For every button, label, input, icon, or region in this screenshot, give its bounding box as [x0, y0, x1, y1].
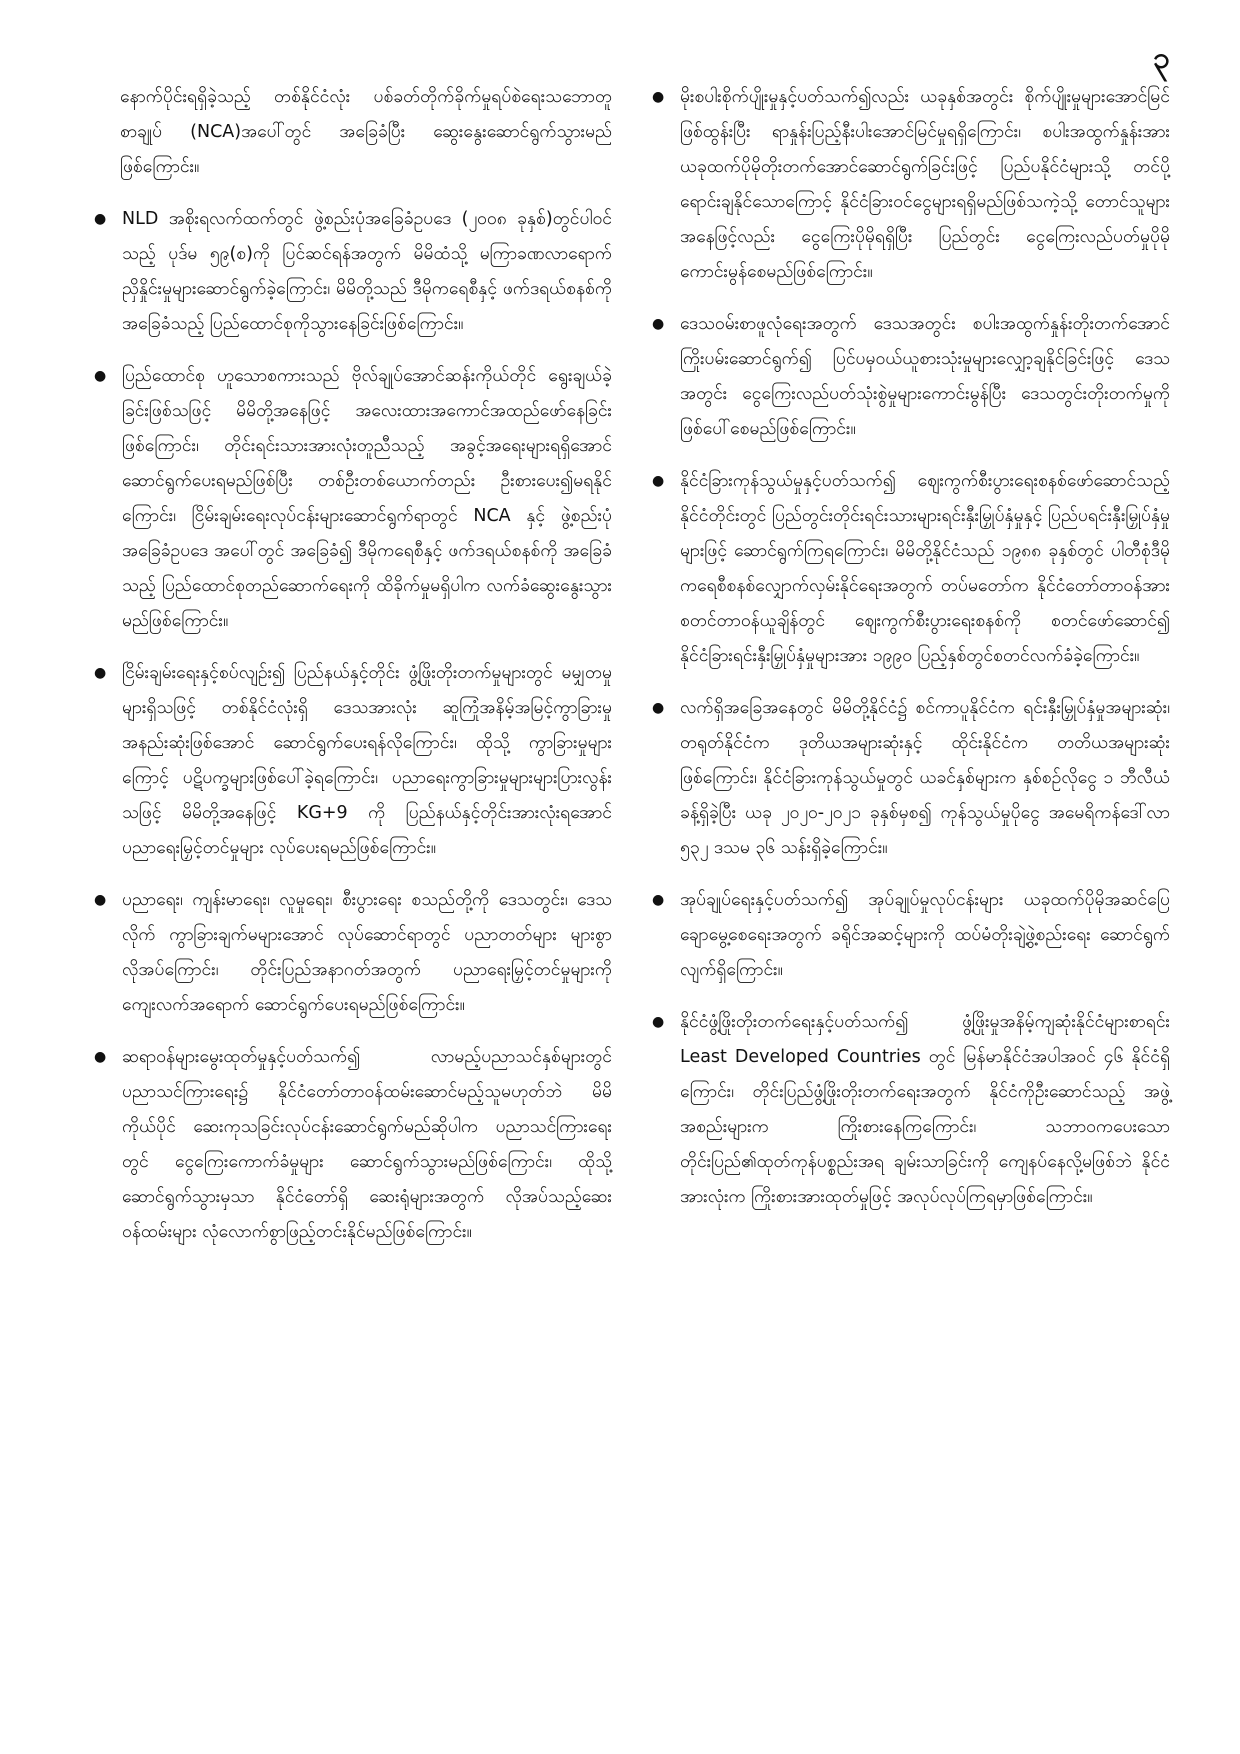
bullet-icon: ●	[652, 316, 665, 332]
left-column	[92, 80, 612, 1720]
bullet-item	[92, 359, 612, 639]
bullet-text: ဆရာဝန်များမွေးထုတ်မှုနှင့်ပတ်သက်၍ လာမည့်ပညာသင်နှစ်များတွင် ပညာသင်ကြားရေး၌ နိုင်ငံတော်တာဝန်ထမ်းဆောင်မည့်သူမဟုတ်ဘဲ မိမိကိုယ်ပိုင် ဆေးကုသခြင်းလုပ်ငန်းဆောင်ရွက်မည်ဆိုပါက ပညာသင်ကြားရေးတွင် ငွေကြေးကောက်ခံမှုများ ဆောင်ရွက်သွားမည်ဖြစ်ကြောင်း၊ ထိုသို့ဆောင်ရွက်သွားမှသာ နိုင်ငံတော်ရှိ ဆေးရုံများအတွက် လိုအပ်သည့်ဆေးဝန်ထမ်းများ လုံလောက်စွာဖြည့်တင်းနိုင်မည်ဖြစ်ကြောင်း။	[122, 1047, 612, 1242]
bullet-item	[92, 202, 612, 342]
bullet-icon: ●	[652, 892, 665, 908]
page-number: ၃	[1153, 41, 1170, 76]
bullet-item	[650, 883, 1170, 988]
bullet-text: ဒေသဝမ်းစာဖူလုံရေးအတွက် ဒေသအတွင်း စပါးအထွက်နှုန်းတိုးတက်အောင် ကြိုးပမ်းဆောင်ရွက်၍ ပြင်ပမှဝယ်ယူစားသုံးမှုများလျှော့ချနိုင်ခြင်းဖြင့် ဒေသအတွင်း ငွေကြေးလည်ပတ်သုံးစွဲမှုများကောင်းမွန်ပြီး ဒေသတွင်းတိုးတက်မှုကို ဖြစ်ပေါ်စေမည်ဖြစ်ကြောင်း။	[680, 314, 1170, 439]
bullet-icon: ●	[94, 368, 107, 384]
bullet-icon: ●	[94, 1049, 107, 1065]
bullet-text: NLD အစိုးရလက်ထက်တွင် ဖွဲ့စည်းပုံအခြေခံဥပဒေ (၂၀၀၈ ခုနှစ်)တွင်ပါဝင်သည့် ပုဒ်မ ၅၉(စ)ကို ပြင်ဆင်ရန်အတွက် မိမိထံသို့ မကြာခဏလာရောက်ညှိနှိုင်းမှုများဆောင်ရွက်ခဲ့ကြောင်း၊ မိမိတို့သည် ဒီမိုကရေစီနှင့် ဖက်ဒရယ်စနစ်ကို အခြေခံသည့် ပြည်ထောင်စုကိုသွားနေခြင်းဖြစ်ကြောင်း။	[122, 209, 612, 334]
continued-paragraph: နောက်ပိုင်းရရှိခဲ့သည့် တစ်နိုင်ငံလုံး ပစ်ခတ်တိုက်ခိုက်မှုရပ်စဲရေးသဘောတူစာချုပ် (NCA)အပေါ်တွင် အခြေခံပြီး ဆွေးနွေးဆောင်ရွက်သွားမည်ဖြစ်ကြောင်း။	[120, 87, 612, 177]
bullet-item	[92, 656, 612, 866]
bullet-item	[650, 691, 1170, 866]
bullet-icon: ●	[652, 89, 665, 105]
bullet-item	[650, 464, 1170, 674]
two-column-body	[92, 80, 1170, 1720]
bullet-text: အုပ်ချုပ်ရေးနှင့်ပတ်သက်၍ အုပ်ချုပ်မှုလုပ်ငန်းများ ယခုထက်ပိုမိုအဆင်ပြေချောမွေ့စေရေးအတွက် ခရိုင်အဆင့်များကို ထပ်မံတိုးချဲ့ဖွဲ့စည်းရေး ဆောင်ရွက်လျက်ရှိကြောင်း။	[680, 890, 1170, 980]
bullet-text: ငြိမ်းချမ်းရေးနှင့်စပ်လျဉ်း၍ ပြည်နယ်နှင့်တိုင်း ဖွံ့ဖြိုးတိုးတက်မှုများတွင် မမျှတမှုများရှိသဖြင့် တစ်နိုင်ငံလုံးရှိ ဒေသအားလုံး ဆူကြုံအနိမ့်အမြင့်ကွာခြားမှုအနည်းဆုံးဖြစ်အောင် ဆောင်ရွက်ပေးရန်လိုကြောင်း၊ ထိုသို့ ကွာခြားမှုများကြောင့် ပဋိပက္ခများဖြစ်ပေါ်ခဲ့ရကြောင်း၊ ပညာရေးကွာခြားမှုများများပြားလွန်းသဖြင့် မိမိတို့အနေဖြင့် KG+9 ကို ပြည်နယ်နှင့်တိုင်းအားလုံးရအောင် ပညာရေးမြှင့်တင်မှုများ လုပ်ပေးရမည်ဖြစ်ကြောင်း။	[122, 663, 612, 858]
bullet-text: လက်ရှိအခြေအနေတွင် မိမိတို့နိုင်ငံ၌ စင်ကာပူနိုင်ငံက ရင်းနှီးမြှုပ်နှံမှုအများဆုံး၊ တရုတ်နိုင်ငံက ဒုတိယအများဆုံးနှင့် ထိုင်းနိုင်ငံက တတိယအများဆုံးဖြစ်ကြောင်း၊ နိုင်ငံခြားကုန်သွယ်မှုတွင် ယခင်နှစ်များက နှစ်စဉ်လိုငွေ ၁ ဘီလီယံခန့်ရှိခဲ့ပြီး ယခု ၂၀၂၀-၂၀၂၁ ခုနှစ်မှစ၍ ကုန်သွယ်မှုပိုငွေ အမေရိကန်ဒေါ်လာ ၅၃၂ ဒသမ ၃၆ သန်းရှိခဲ့ကြောင်း။	[680, 698, 1170, 858]
bullet-text: နိုင်ငံဖွံ့ဖြိုးတိုးတက်ရေးနှင့်ပတ်သက်၍ ဖွံ့ဖြိုးမှုအနိမ့်ကျဆုံးနိုင်ငံများစာရင်း Least Developed Countries တွင် မြန်မာနိုင်ငံအပါအဝင် ၄၆ နိုင်ငံရှိကြောင်း၊ တိုင်းပြည်ဖွံ့ဖြိုးတိုးတက်ရေးအတွက် နိုင်ငံကိုဦးဆောင်သည့် အဖွဲ့အစည်းများက ကြိုးစားနေကြကြောင်း၊ သဘာဝကပေးသော တိုင်းပြည်၏ထုတ်ကုန်ပစ္စည်းအရ ချမ်းသာခြင်းကို ကျေနပ်နေလို့မဖြစ်ဘဲ နိုင်ငံအားလုံးက ကြိုးစားအားထုတ်မှုဖြင့် အလုပ်လုပ်ကြရမှာဖြစ်ကြောင်း။	[680, 1012, 1170, 1207]
bullet-item	[650, 307, 1170, 447]
bullet-icon: ●	[94, 665, 107, 681]
bullet-item	[92, 883, 612, 1023]
bullet-text: မိုးစပါးစိုက်ပျိုးမှုနှင့်ပတ်သက်၍လည်း ယခုနှစ်အတွင်း စိုက်ပျိုးမှုများအောင်မြင်ဖြစ်ထွန်းပြီး ရာနှုန်းပြည့်နီးပါးအောင်မြင်မှုရရှိကြောင်း၊ စပါးအထွက်နှုန်းအား ယခုထက်ပိုမိုတိုးတက်အောင်ဆောင်ရွက်ခြင်းဖြင့် ပြည်ပနိုင်ငံများသို့ တင်ပို့ရောင်းချနိုင်သောကြောင့် နိုင်ငံခြားဝင်ငွေများရရှိမည်ဖြစ်သကဲ့သို့ တောင်သူများအနေဖြင့်လည်း ငွေကြေးပိုမိုရရှိပြီး ပြည်တွင်း ငွေကြေးလည်ပတ်မှုပိုမိုကောင်းမွန်စေမည်ဖြစ်ကြောင်း။	[680, 87, 1170, 282]
bullet-icon: ●	[652, 473, 665, 489]
bullet-text: ပညာရေး၊ ကျန်းမာရေး၊ လူမှုရေး၊ စီးပွားရေး စသည်တို့ကို ဒေသတွင်း၊ ဒေသလိုက် ကွာခြားချက်မများအောင် လုပ်ဆောင်ရာတွင် ပညာတတ်များ များစွာလိုအပ်ကြောင်း၊ တိုင်းပြည်အနာဂတ်အတွက် ပညာရေးမြှင့်တင်မှုများကို ကျေးလက်အရောက် ဆောင်ရွက်ပေးရမည်ဖြစ်ကြောင်း။	[122, 890, 612, 1015]
bullet-text: နိုင်ငံခြားကုန်သွယ်မှုနှင့်ပတ်သက်၍ ဈေးကွက်စီးပွားရေးစနစ်ဖော်ဆောင်သည့် နိုင်ငံတိုင်းတွင် ပြည်တွင်းတိုင်းရင်းသားများရင်းနှီးမြှုပ်နှံမှုနှင့် ပြည်ပရင်းနှီးမြှုပ်နှံမှုများဖြင့် ဆောင်ရွက်ကြရကြောင်း၊ မိမိတို့နိုင်ငံသည် ၁၉၈၈ ခုနှစ်တွင် ပါတီစုံဒီမိုကရေစီစနစ်လျှောက်လှမ်းနိုင်ရေးအတွက် တပ်မတော်က နိုင်ငံတော်တာဝန်အား စတင်တာဝန်ယူချိန်တွင် ဈေးကွက်စီးပွားရေးစနစ်ကို စတင်ဖော်ဆောင်၍ နိုင်ငံခြားရင်းနှီးမြှုပ်နှံမှုများအား ၁၉၉၀ ပြည့်နှစ်တွင်စတင်လက်ခံခဲ့ကြောင်း။	[680, 471, 1170, 666]
bullet-icon: ●	[94, 211, 107, 227]
bullet-icon: ●	[652, 700, 665, 716]
bullet-item	[650, 1005, 1170, 1215]
bullet-icon: ●	[652, 1014, 665, 1030]
right-column	[650, 80, 1170, 1720]
bullet-text: ပြည်ထောင်စု ဟူသောစကားသည် ဗိုလ်ချုပ်အောင်ဆန်းကိုယ်တိုင် ရွေးချယ်ခဲ့ခြင်းဖြစ်သဖြင့် မိမိတို့အနေဖြင့် အလေးထားအကောင်အထည်ဖော်နေခြင်း ဖြစ်ကြောင်း၊ တိုင်းရင်းသားအားလုံးတူညီသည့် အခွင့်အရေးများရရှိအောင် ဆောင်ရွက်ပေးရမည်ဖြစ်ပြီး တစ်ဦးတစ်ယောက်တည်း ဦးစားပေး၍မရနိုင်ကြောင်း၊ ငြိမ်းချမ်းရေးလုပ်ငန်းများဆောင်ရွက်ရာတွင် NCA နှင့် ဖွဲ့စည်းပုံအခြေခံဥပဒေ အပေါ်တွင် အခြေခံ၍ ဒီမိုကရေစီနှင့် ဖက်ဒရယ်စနစ်ကို အခြေခံသည့် ပြည်ထောင်စုတည်ဆောက်ရေးကို ထိခိုက်မှုမရှိပါက လက်ခံဆွေးနွေးသွားမည်ဖြစ်ကြောင်း။	[122, 366, 612, 631]
bullet-item	[92, 1040, 612, 1250]
bullet-icon: ●	[94, 892, 107, 908]
bullet-item	[650, 80, 1170, 290]
